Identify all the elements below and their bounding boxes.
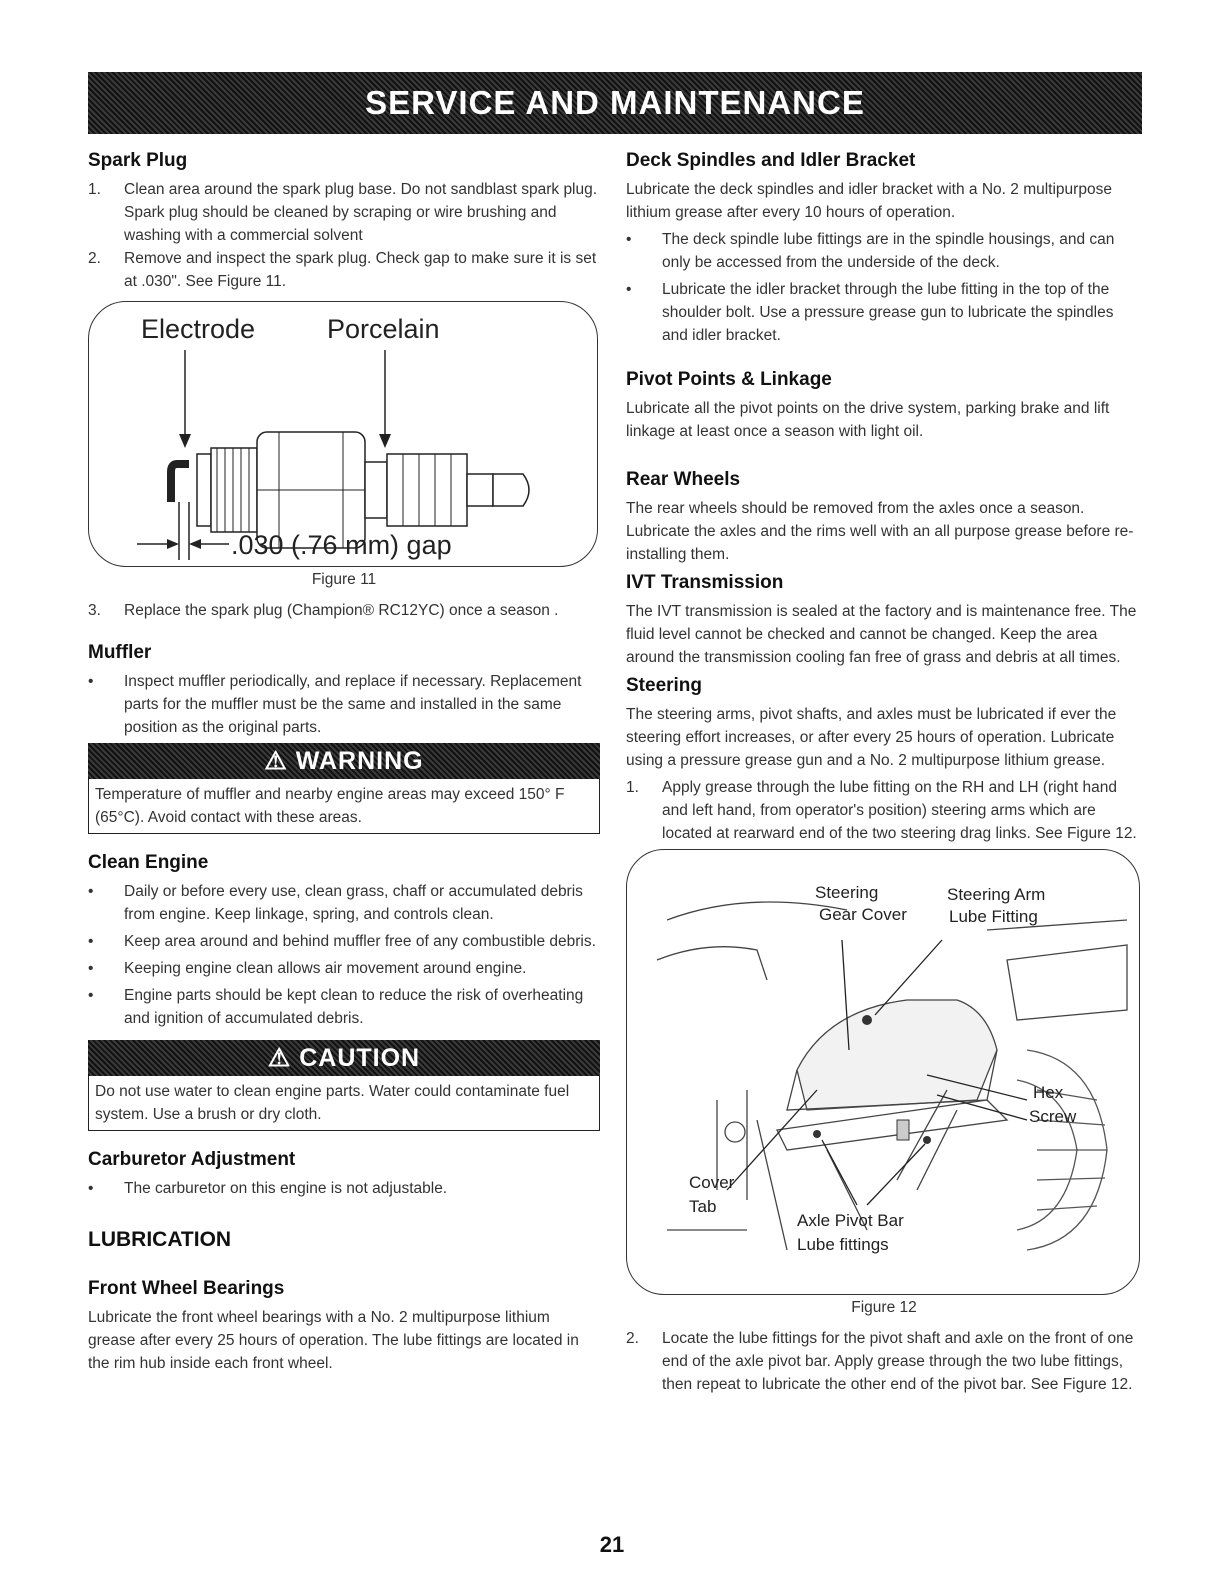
label-gear-cover: Gear Cover bbox=[819, 905, 907, 924]
list-item: • The carburetor on this engine is not adjustable. bbox=[88, 1180, 448, 1197]
list-item: • Keeping engine clean allows air movement around engine. bbox=[88, 960, 527, 977]
clean-engine-heading: Clean Engine bbox=[88, 852, 209, 873]
rear-wheels-text: The rear wheels should be removed from the axles once a season. Lubricate the axles and the rims well with an all purpose grease before re-installing them. bbox=[626, 500, 1134, 563]
caution-text: Do not use water to clean engine parts. Water could contaminate fuel system. Use a brush or dry cloth. bbox=[88, 1076, 600, 1131]
warning-text: Temperature of muffler and nearby engine areas may exceed 150° F (65°C). Avoid contact with these areas. bbox=[88, 779, 600, 834]
label-axle-pivot-bar: Axle Pivot Bar bbox=[797, 1211, 904, 1230]
figure-11 bbox=[88, 301, 598, 567]
ivt-section bbox=[626, 572, 1142, 669]
muffler-heading: Muffler bbox=[88, 642, 152, 663]
caution-header bbox=[88, 1040, 600, 1076]
warning-box bbox=[88, 743, 600, 834]
steering-text: The steering arms, pivot shafts, and axles must be lubricated if ever the steering effort increases, or after every 25 hours of operation. Lubricate using a pressure grease gun and a No. 2 multipurpose lithium grease. bbox=[626, 706, 1117, 769]
muffler-section bbox=[88, 642, 600, 739]
lubrication-heading: LUBRICATION bbox=[88, 1228, 232, 1251]
left-column bbox=[88, 150, 600, 1375]
pivot-text: Lubricate all the pivot points on the drive system, parking brake and lift linkage at least once a season with light oil. bbox=[626, 400, 1110, 440]
rear-wheels-section bbox=[626, 469, 1142, 566]
figure-12 bbox=[626, 849, 1140, 1295]
label-lube-fitting: Lube Fitting bbox=[949, 907, 1038, 926]
deck-section bbox=[626, 150, 1142, 347]
list-item: • Lubricate the idler bracket through the lube fitting in the top of the shoulder bolt. Use a pressure grease gun to lubricate the spindles and idler bracket. bbox=[626, 281, 1114, 344]
steering-section bbox=[626, 675, 1142, 1396]
spark-plug-heading: Spark Plug bbox=[88, 150, 188, 171]
front-wheel-section bbox=[88, 1278, 600, 1375]
page-number: 21 bbox=[599, 1532, 625, 1557]
deck-text: Lubricate the deck spindles and idler bracket with a No. 2 multipurpose lithium grease after every 10 hours of operation. bbox=[626, 181, 1112, 221]
page-title: SERVICE AND MAINTENANCE bbox=[365, 84, 865, 121]
carburetor-heading: Carburetor Adjustment bbox=[88, 1149, 296, 1170]
label-electrode: Electrode bbox=[141, 314, 256, 344]
list-item: • Inspect muffler periodically, and replace if necessary. Replacement parts for the muffler must be the same and installed in the same position as the original parts. bbox=[88, 673, 582, 736]
label-steering-arm: Steering Arm bbox=[947, 885, 1046, 904]
list-item: 3. Replace the spark plug (Champion® RC12YC) once a season . bbox=[88, 602, 559, 619]
list-item: • Daily or before every use, clean grass, chaff or accumulated debris from engine. Keep linkage, spring, and controls clean. bbox=[88, 883, 583, 923]
pivot-heading: Pivot Points & Linkage bbox=[626, 369, 832, 390]
label-tab: Tab bbox=[689, 1197, 717, 1216]
header-banner bbox=[88, 72, 1142, 134]
label-screw: Screw bbox=[1029, 1107, 1077, 1126]
list-item: • The deck spindle lube fittings are in the spindle housings, and can only be accessed from the underside of the deck. bbox=[626, 231, 1115, 271]
list-item: • Keep area around and behind muffler free of any combustible debris. bbox=[88, 933, 596, 950]
label-porcelain: Porcelain bbox=[327, 314, 440, 344]
label-gap: .030 (.76 mm) gap bbox=[231, 530, 452, 560]
label-lube-fittings: Lube fittings bbox=[797, 1235, 889, 1254]
carburetor-section bbox=[88, 1149, 600, 1200]
list-item: 2. Locate the lube fittings for the pivot shaft and axle on the front of one end of the axle pivot bar. Apply grease through the two lube fittings, then repeat to lubricate the other end of the pivot bar. See Figure 12. bbox=[626, 1330, 1134, 1393]
steering-diagram bbox=[627, 850, 1139, 1294]
pivot-section bbox=[626, 369, 1142, 443]
front-wheel-text: Lubricate the front wheel bearings with a No. 2 multipurpose lithium grease after every 25 hours of operation. The lube fittings are located in the rim hub inside each front wheel. bbox=[88, 1309, 579, 1372]
caution-icon: ⚠ bbox=[267, 1044, 292, 1072]
list-item: • Engine parts should be kept clean to reduce the risk of overheating and ignition of accumulated debris. bbox=[88, 987, 584, 1027]
spark-plug-section bbox=[88, 150, 600, 622]
label-steering: Steering bbox=[815, 883, 879, 902]
label-cover: Cover bbox=[689, 1173, 735, 1192]
list-item: 2. Remove and inspect the spark plug. Check gap to make sure it is set at .030". See Figure 11. bbox=[88, 250, 597, 290]
figure-12-caption: Figure 12 bbox=[851, 1299, 917, 1316]
warning-title: WARNING bbox=[295, 746, 424, 775]
rear-wheels-heading: Rear Wheels bbox=[626, 469, 741, 490]
warning-icon: ⚠ bbox=[264, 747, 288, 775]
warning-header bbox=[88, 743, 600, 779]
ivt-text: The IVT transmission is sealed at the factory and is maintenance free. The fluid level cannot be checked and cannot be changed. Keep the area around the transmission cooling fan free of grass and debris at all times. bbox=[626, 603, 1137, 666]
clean-engine-section bbox=[88, 852, 600, 1030]
figure-11-caption: Figure 11 bbox=[311, 571, 377, 588]
caution-box bbox=[88, 1040, 600, 1131]
front-wheel-heading: Front Wheel Bearings bbox=[88, 1278, 285, 1299]
list-item: 1. Clean area around the spark plug base. Do not sandblast spark plug. Spark plug should be cleaned by scraping or wire brushing and washing with a commercial solvent bbox=[88, 181, 598, 244]
caution-title: CAUTION bbox=[299, 1043, 421, 1072]
spark-plug-diagram bbox=[89, 302, 597, 566]
deck-heading: Deck Spindles and Idler Bracket bbox=[626, 150, 916, 171]
list-item: 1. Apply grease through the lube fitting on the RH and LH (right hand and left hand, from operator's position) steering arms which are located at rearward end of the two steering drag links. See Figure 12. bbox=[626, 779, 1137, 842]
label-hex: Hex bbox=[1033, 1083, 1064, 1102]
ivt-heading: IVT Transmission bbox=[626, 572, 784, 593]
right-column bbox=[626, 150, 1142, 1396]
steering-heading: Steering bbox=[626, 675, 703, 696]
